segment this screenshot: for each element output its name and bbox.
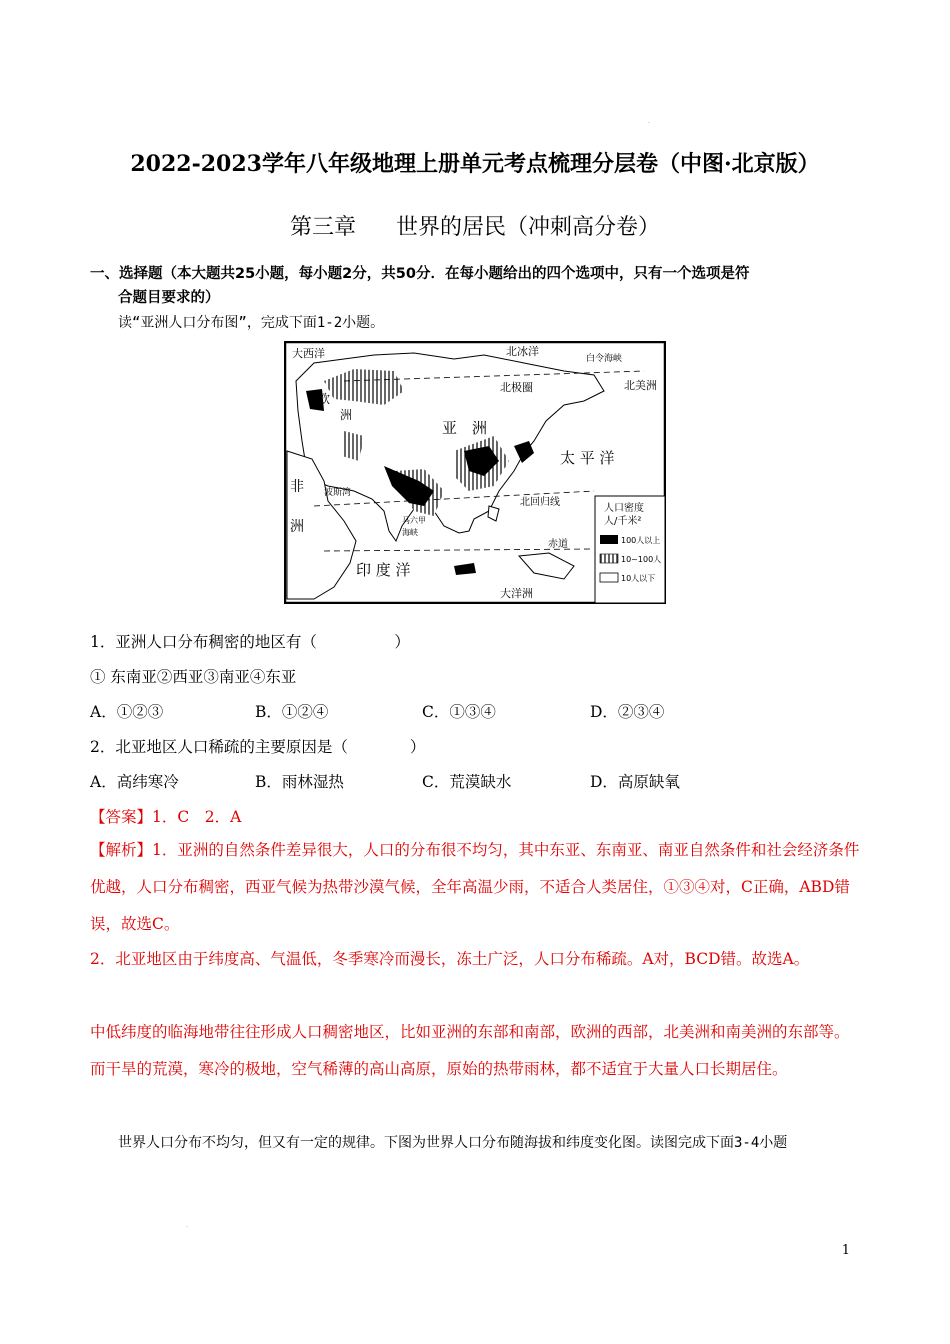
label-tropic: 北回归线 xyxy=(520,497,560,508)
analysis-tag: 【解析】 xyxy=(90,841,153,859)
analysis-paragraph-3: 中低纬度的临海地带往往形成人口稠密地区，比如亚洲的东部和南部，欧洲的西部，北美洲和南美洲的东部等。而干旱的荒漠，寒冷的极地，空气稀薄的高山高原，原始的热带雨林，都不适宜于大量人口长期居住。 xyxy=(90,1023,850,1078)
label-bering-strait: 白令海峡 xyxy=(586,354,623,364)
page-title: 2022-2023学年八年级地理上册单元考点梳理分层卷（中图·北京版） xyxy=(130,151,820,177)
label-malacca-1: 马六甲 xyxy=(402,516,426,525)
legend-item-medium: 10~100人 xyxy=(621,555,662,564)
q2-stem: 2．北亚地区人口稀疏的主要原因是（ ） xyxy=(90,738,426,756)
answer-line xyxy=(90,805,241,827)
label-europe-2: 洲 xyxy=(340,408,353,422)
answer-text: 1．C 2．A xyxy=(152,808,242,826)
legend-title: 人口密度 xyxy=(604,503,644,514)
q1-option-a[interactable]: A．①②③ xyxy=(90,703,164,721)
analysis-text-1: 1．亚洲的自然条件差异很大，人口的分布很不均匀，其中东亚、东南亚、南亚自然条件和社会经济条件优越，人口分布稠密，西亚气候为热带沙漠气候，全年高温少雨，不适合人类居住，①③④对，C正确，ABD错误，故选C。 xyxy=(90,841,860,933)
legend-unit: 人/千米² xyxy=(604,516,642,527)
chapter-heading xyxy=(0,210,950,241)
section-heading xyxy=(90,262,880,310)
legend-item-low: 10人以下 xyxy=(621,574,656,583)
answer-tag: 【答案】 xyxy=(90,808,153,826)
label-equator: 赤道 xyxy=(548,539,568,550)
label-oceania: 大洋洲 xyxy=(500,587,533,600)
q2-option-d[interactable]: D．高原缺氧 xyxy=(590,773,680,791)
chapter-number: 第三章 xyxy=(289,215,356,240)
section-heading-line2: 合题目要求的） xyxy=(118,290,220,306)
label-africa-2: 洲 xyxy=(290,519,304,535)
q2-option-a[interactable]: A．高纬寒冷 xyxy=(90,773,179,791)
chapter-title: 世界的居民（冲刺高分卷） xyxy=(396,215,661,240)
next-question-intro: 世界人口分布不均匀，但又有一定的规律。下图为世界人口分布随海拔和纬度变化图。读图完成下面3-4小题 xyxy=(118,1135,788,1151)
map-legend xyxy=(595,496,665,603)
q2-option-c[interactable]: C．荒漠缺水 xyxy=(422,773,512,791)
label-africa-1: 非 xyxy=(290,479,304,495)
q1-stem: 1．亚洲人口分布稠密的地区有（ ） xyxy=(90,633,410,651)
q1-option-c[interactable]: C．①③④ xyxy=(422,703,496,721)
page-number: 1 xyxy=(841,1243,850,1258)
q1-items: ① 东南亚②西亚③南亚④东亚 xyxy=(90,668,297,686)
label-atlantic: 大西洋 xyxy=(292,347,325,360)
analysis-paragraph-1 xyxy=(90,832,860,943)
section-heading-line1: 一、选择题（本大题共25小题，每小题2分，共50分．在每小题给出的四个选项中，只有一个选项是符 xyxy=(90,266,750,282)
q1-option-b[interactable]: B．①②④ xyxy=(255,703,329,721)
q2-options xyxy=(90,770,850,794)
q1-options xyxy=(90,700,850,724)
legend-swatch-low xyxy=(600,573,618,582)
q2-option-b[interactable]: B．雨林湿热 xyxy=(255,773,344,791)
legend-swatch-medium xyxy=(600,554,618,563)
legend-swatch-high xyxy=(600,535,618,544)
label-arctic-ocean: 北冰洋 xyxy=(506,345,539,358)
label-asia: 亚 洲 xyxy=(442,419,488,437)
legend-item-high: 100人以上 xyxy=(621,536,661,545)
asia-population-map xyxy=(284,341,666,604)
q1-option-d[interactable]: D．②③④ xyxy=(590,703,665,721)
scan-dot: . xyxy=(186,1222,188,1229)
label-north-america: 北美洲 xyxy=(624,379,657,392)
scan-dot: . xyxy=(648,118,650,125)
label-arctic-circle: 北极圈 xyxy=(500,381,533,394)
label-malacca-2: 海峡 xyxy=(402,528,418,537)
label-europe-1: 欧 xyxy=(318,392,331,406)
label-persian-gulf: 波斯湾 xyxy=(324,488,352,498)
label-pacific: 太 平 洋 xyxy=(560,449,615,467)
analysis-paragraph-2: 2．北亚地区由于纬度高、气温低，冬季寒冷而漫长，冻土广泛，人口分布稀疏。A对，BCD错。故选A。 xyxy=(90,950,810,968)
label-indian-ocean: 印 度 洋 xyxy=(356,561,411,579)
question-intro: 读“亚洲人口分布图”，完成下面1-2小题。 xyxy=(118,315,385,331)
